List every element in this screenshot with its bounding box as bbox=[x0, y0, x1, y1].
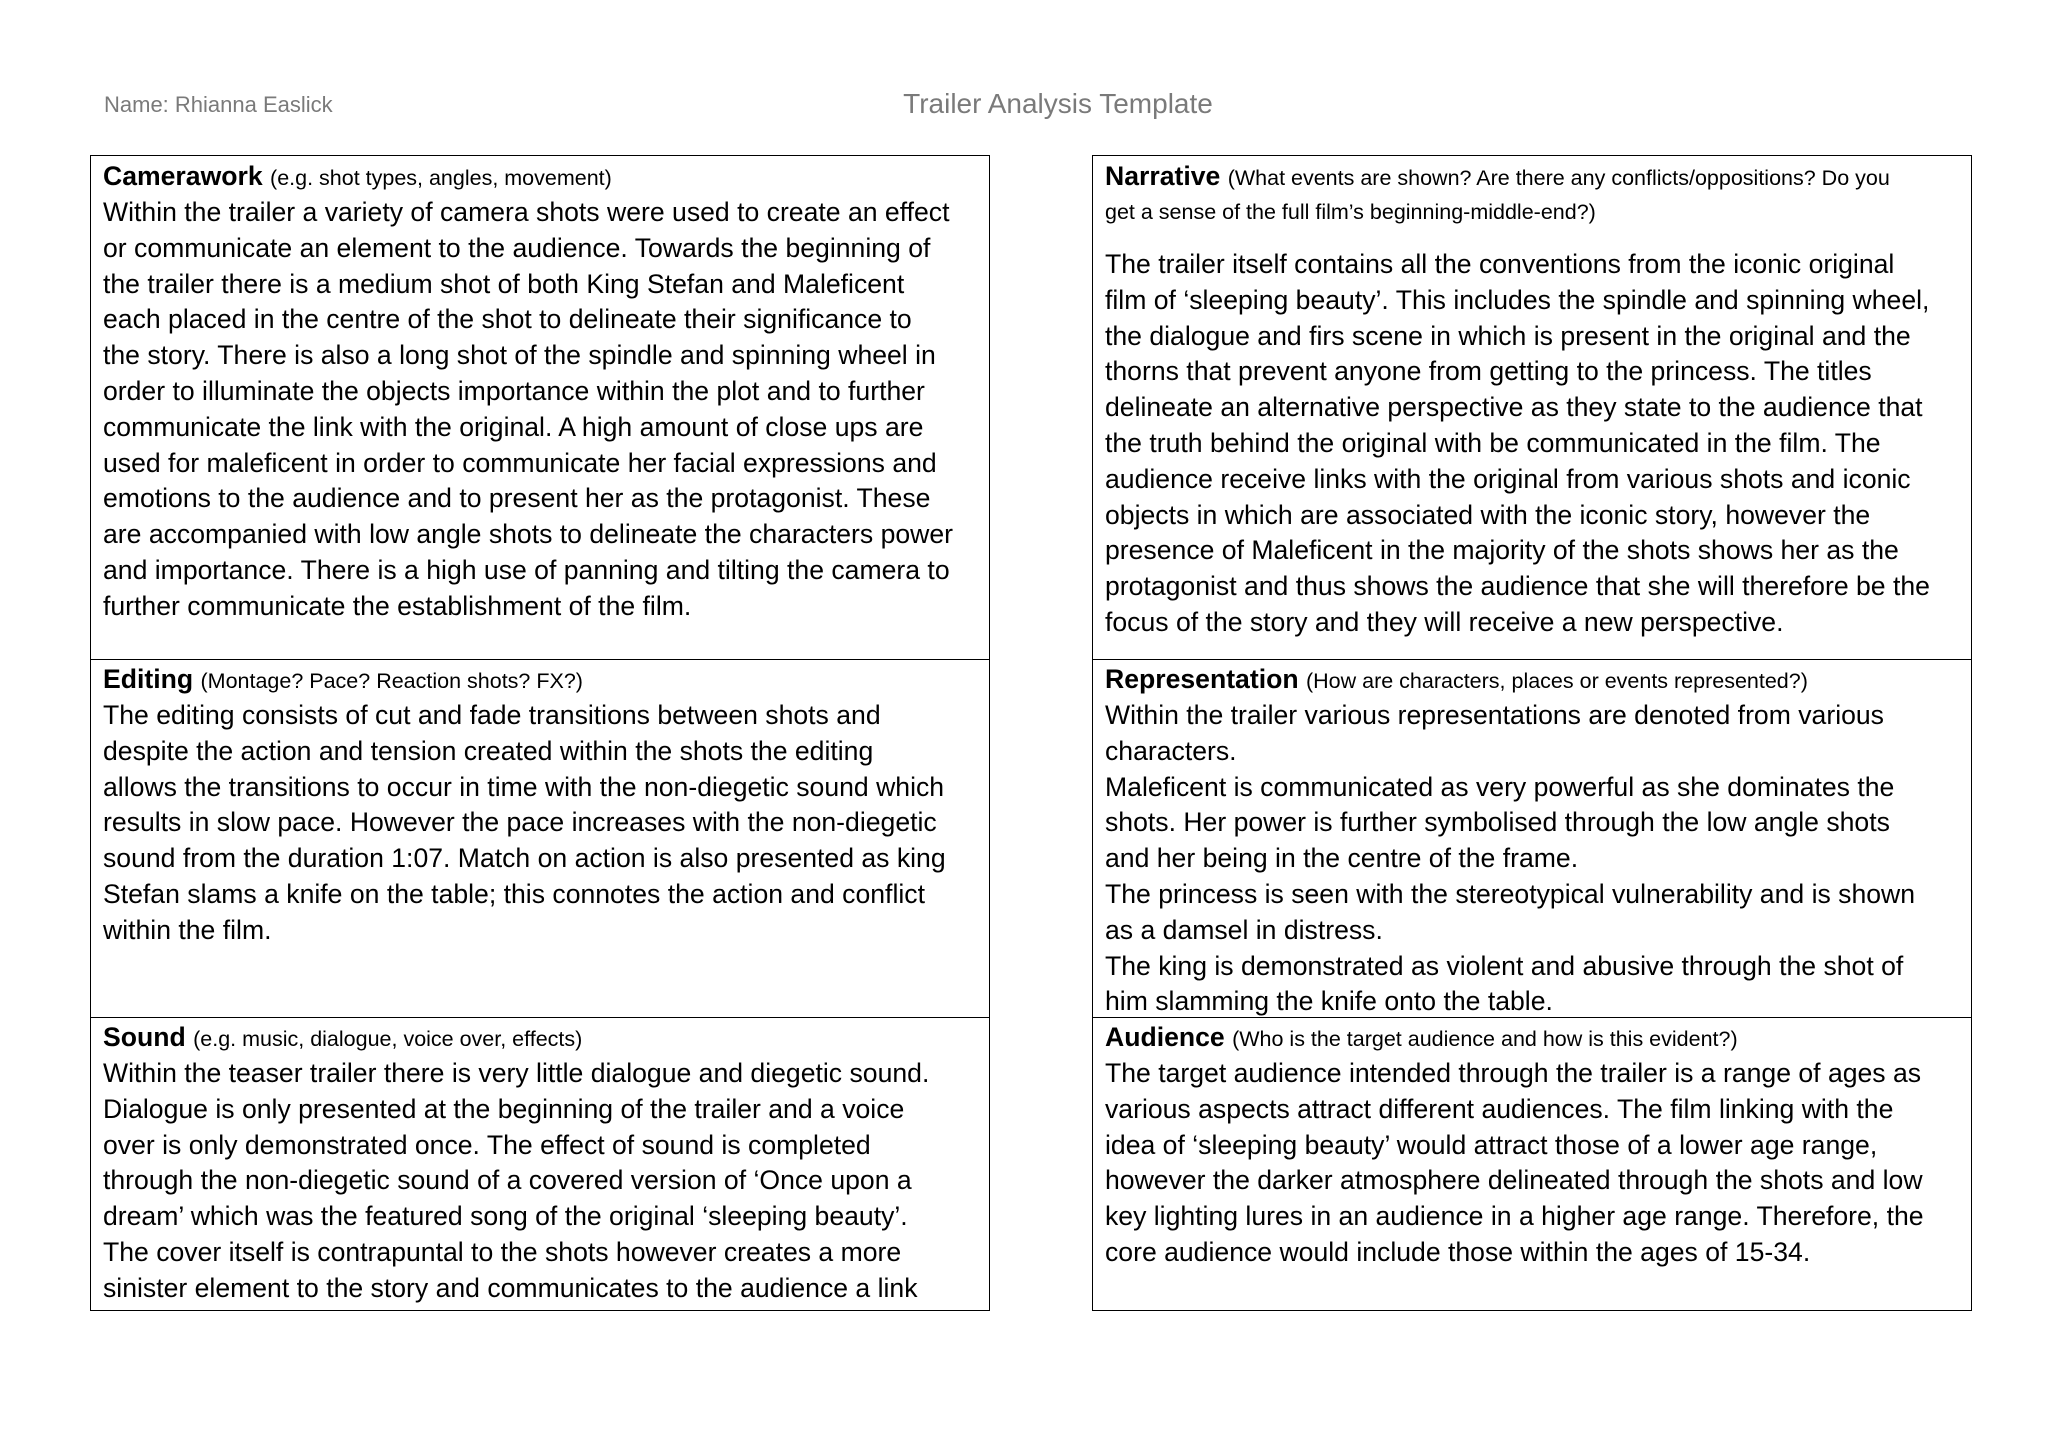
representation-hint: (How are characters, places or events represented?) bbox=[1305, 669, 1808, 693]
representation-line: him slamming the knife onto the table. bbox=[1105, 986, 1553, 1017]
sound-line: over is only demonstrated once. The effect of sound is completed bbox=[103, 1129, 871, 1160]
audience-title: Audience bbox=[1105, 1022, 1225, 1052]
editing-section bbox=[103, 662, 979, 949]
sound-line: dream’ which was the featured song of the original ‘sleeping beauty’. bbox=[103, 1201, 908, 1232]
representation-line: Within the trailer various representations are denoted from various bbox=[1105, 700, 1884, 730]
audience-line: key lighting lures in an audience in a higher age range. Therefore, the bbox=[1105, 1201, 1924, 1232]
narrative-line: focus of the story and they will receive a new perspective. bbox=[1105, 606, 1784, 637]
camerawork-line: order to illuminate the objects importance within the plot and to further bbox=[103, 375, 925, 406]
sound-line: sinister element to the story and communicates to the audience a link bbox=[103, 1272, 918, 1303]
audience-line: core audience would include those within the ages of 15-34. bbox=[1105, 1236, 1811, 1267]
narrative-line: presence of Maleficent in the majority of the shots shows her as the bbox=[1105, 535, 1899, 566]
camerawork-line: Within the trailer a variety of camera shots were used to create an effect bbox=[103, 197, 950, 227]
narrative-line: delineate an alternative perspective as they state to the audience that bbox=[1105, 392, 1923, 423]
narrative-line: protagonist and thus shows the audience that she will therefore be the bbox=[1105, 571, 1930, 602]
right-panel bbox=[1092, 155, 1972, 1311]
camerawork-title: Camerawork bbox=[103, 161, 263, 191]
audience-line: however the darker atmosphere delineated through the shots and low bbox=[1105, 1165, 1923, 1196]
editing-line: The editing consists of cut and fade transitions between shots and bbox=[103, 700, 881, 730]
representation-section bbox=[1105, 662, 1961, 1020]
camerawork-line: and importance. There is a high use of panning and tilting the camera to bbox=[103, 554, 950, 585]
representation-line: The princess is seen with the stereotypical vulnerability and is shown bbox=[1105, 878, 1916, 909]
narrative-line: the dialogue and firs scene in which is present in the original and the bbox=[1105, 320, 1911, 351]
editing-hint: (Montage? Pace? Reaction shots? FX?) bbox=[200, 669, 583, 693]
editing-line: Stefan slams a knife on the table; this connotes the action and conflict bbox=[103, 878, 925, 909]
representation-line: shots. Her power is further symbolised through the low angle shots bbox=[1105, 807, 1890, 838]
narrative-line: The trailer itself contains all the conventions from the iconic original bbox=[1105, 249, 1895, 279]
camerawork-line: emotions to the audience and to present her as the protagonist. These bbox=[103, 483, 931, 514]
sound-title: Sound bbox=[103, 1022, 186, 1052]
editing-heading bbox=[103, 662, 979, 698]
sound-heading bbox=[103, 1020, 979, 1056]
divider bbox=[1093, 1017, 1971, 1018]
narrative-line: thorns that prevent anyone from getting to the princess. The titles bbox=[1105, 356, 1872, 387]
representation-heading bbox=[1105, 662, 1961, 698]
narrative-section bbox=[1105, 159, 1961, 641]
audience-line: idea of ‘sleeping beauty’ would attract those of a lower age range, bbox=[1105, 1129, 1878, 1160]
camerawork-line: communicate the link with the original. A high amount of close ups are bbox=[103, 411, 924, 442]
sound-line: through the non-diegetic sound of a covered version of ‘Once upon a bbox=[103, 1165, 912, 1196]
narrative-line: audience receive links with the original from various shots and iconic bbox=[1105, 463, 1911, 494]
editing-line: despite the action and tension created within the shots the editing bbox=[103, 735, 874, 766]
representation-title: Representation bbox=[1105, 664, 1299, 694]
editing-body bbox=[103, 698, 979, 949]
editing-line: sound from the duration 1:07. Match on action is also presented as king bbox=[103, 843, 946, 874]
camerawork-heading bbox=[103, 159, 979, 195]
narrative-hint: (What events are shown? Are there any conflicts/oppositions? Do you bbox=[1227, 166, 1890, 190]
divider bbox=[91, 1017, 989, 1018]
camerawork-line: are accompanied with low angle shots to delineate the characters power bbox=[103, 519, 954, 550]
narrative-line: objects in which are associated with the iconic story, however the bbox=[1105, 499, 1871, 530]
narrative-hint: get a sense of the full film’s beginning-middle-end?) bbox=[1105, 200, 1596, 224]
audience-section bbox=[1105, 1020, 1961, 1308]
narrative-line: film of ‘sleeping beauty’. This includes the spindle and spinning wheel, bbox=[1105, 284, 1930, 315]
divider bbox=[91, 659, 989, 660]
sound-section bbox=[103, 1020, 979, 1308]
camerawork-section bbox=[103, 159, 979, 625]
camerawork-body bbox=[103, 195, 979, 625]
representation-body bbox=[1105, 698, 1961, 1020]
sound-line: The cover itself is contrapuntal to the shots however creates a more bbox=[103, 1236, 902, 1267]
student-name: Name: Rhianna Easlick bbox=[104, 92, 333, 117]
narrative-body bbox=[1105, 247, 1961, 641]
camerawork-hint: (e.g. shot types, angles, movement) bbox=[270, 166, 612, 190]
audience-body bbox=[1105, 1056, 1961, 1271]
audience-hint: (Who is the target audience and how is this evident?) bbox=[1232, 1027, 1738, 1051]
camerawork-line: further communicate the establishment of the film. bbox=[103, 590, 692, 621]
sound-line: Dialogue is only presented at the beginning of the trailer and a voice bbox=[103, 1093, 905, 1124]
camerawork-line: used for maleficent in order to communicate her facial expressions and bbox=[103, 447, 937, 478]
representation-line: Maleficent is communicated as very powerful as she dominates the bbox=[1105, 771, 1895, 802]
editing-line: results in slow pace. However the pace increases with the non-diegetic bbox=[103, 807, 937, 838]
audience-heading bbox=[1105, 1020, 1961, 1056]
representation-line: The king is demonstrated as violent and abusive through the shot of bbox=[1105, 950, 1904, 981]
camerawork-line: the story. There is also a long shot of the spindle and spinning wheel in bbox=[103, 340, 936, 371]
narrative-title: Narrative bbox=[1105, 161, 1221, 191]
editing-line: within the film. bbox=[103, 914, 272, 945]
sound-hint: (e.g. music, dialogue, voice over, effects) bbox=[193, 1027, 583, 1051]
page-title: Trailer Analysis Template bbox=[903, 88, 1213, 119]
camerawork-line: or communicate an element to the audience. Towards the beginning of bbox=[103, 232, 931, 263]
audience-line: The target audience intended through the trailer is a range of ages as bbox=[1105, 1058, 1922, 1088]
editing-title: Editing bbox=[103, 664, 194, 694]
sound-body bbox=[103, 1056, 979, 1307]
narrative-line: the truth behind the original with be communicated in the film. The bbox=[1105, 427, 1881, 458]
camerawork-line: each placed in the centre of the shot to delineate their significance to bbox=[103, 304, 912, 335]
left-panel bbox=[90, 155, 990, 1311]
divider bbox=[1093, 659, 1971, 660]
camerawork-line: the trailer there is a medium shot of both King Stefan and Maleficent bbox=[103, 268, 905, 299]
representation-line: and her being in the centre of the frame. bbox=[1105, 843, 1579, 874]
editing-line: allows the transitions to occur in time with the non-diegetic sound which bbox=[103, 771, 945, 802]
narrative-hint-line2 bbox=[1105, 195, 1961, 227]
audience-line: various aspects attract different audiences. The film linking with the bbox=[1105, 1093, 1894, 1124]
narrative-heading bbox=[1105, 159, 1961, 195]
sound-line: Within the teaser trailer there is very little dialogue and diegetic sound. bbox=[103, 1058, 930, 1088]
representation-line: characters. bbox=[1105, 735, 1237, 766]
spacer bbox=[1105, 227, 1961, 247]
representation-line: as a damsel in distress. bbox=[1105, 914, 1383, 945]
